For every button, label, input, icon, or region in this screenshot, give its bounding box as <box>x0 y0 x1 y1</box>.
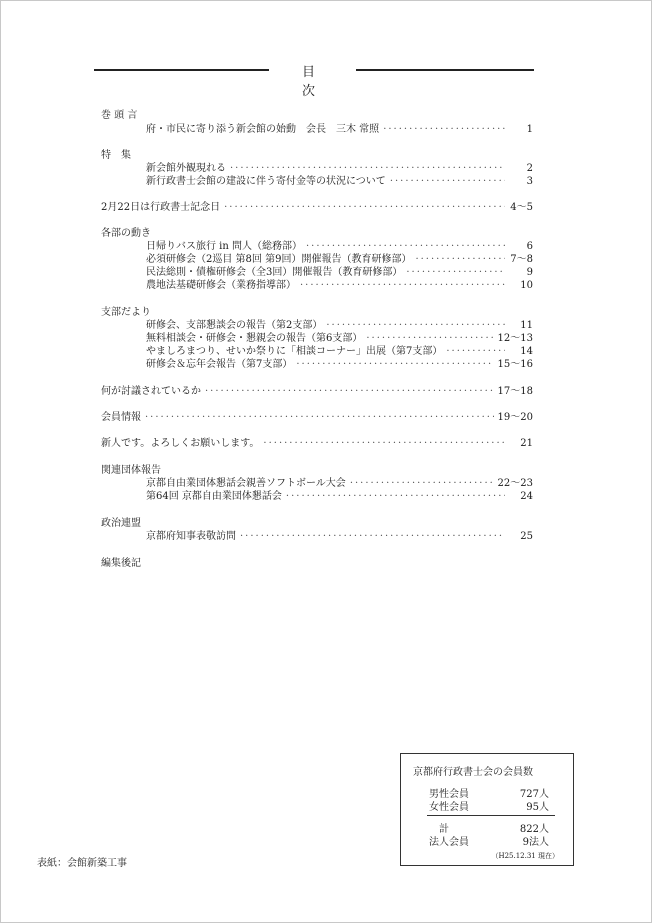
toc-entry-page: 4～5 <box>510 202 533 213</box>
toc-entry-page: 15～16 <box>497 359 533 370</box>
leader-dots <box>230 163 505 175</box>
leader-dots <box>390 176 505 188</box>
toc-entry-title: やましろまつり、せいか祭りに「相談コーナー」出展（第7支部） <box>146 346 443 357</box>
toc-entry[interactable] <box>146 163 533 175</box>
toc-entry-page: 12～13 <box>497 333 533 344</box>
leader-dots <box>263 438 505 450</box>
toc-entry-title: 第64回 京都自由業団体懇話会 <box>146 491 282 502</box>
section-heading-related-groups: 関連団体報告 <box>101 465 161 476</box>
leader-dots <box>286 491 505 503</box>
toc-entry[interactable] <box>101 386 533 398</box>
toc-entry[interactable] <box>146 346 533 358</box>
toc-entry-title: 新会館外観現れる <box>146 163 226 174</box>
toc-entry-page: 21 <box>520 438 533 449</box>
toc-entry-page: 7～8 <box>510 254 533 265</box>
toc-entry[interactable] <box>146 333 533 345</box>
toc-entry[interactable] <box>146 176 533 188</box>
leader-dots <box>383 124 505 136</box>
toc-entry-page: 2 <box>526 163 533 174</box>
toc-entry-title: 新行政書士会館の建設に伴う寄付金等の状況について <box>146 176 386 187</box>
toc-entry-page: 25 <box>520 531 533 542</box>
toc-entry[interactable] <box>146 254 533 266</box>
toc-entry-page: 6 <box>526 241 533 252</box>
toc-entry-title: 農地法基礎研修会（業務指導部） <box>146 280 296 291</box>
section-heading-departments: 各部の動き <box>101 228 151 239</box>
section-heading-feature: 特 集 <box>101 150 131 161</box>
toc-entry-title: 府・市民に寄り添う新会館の始動 会長 三木 常照 <box>146 124 380 135</box>
leader-dots <box>240 531 505 543</box>
toc-entry-page: 10 <box>520 280 533 291</box>
leader-dots <box>326 320 505 332</box>
toc-entry-page: 9 <box>526 267 533 278</box>
section-heading-branches: 支部だより <box>101 307 151 318</box>
corporate-members-label: 法人会員 <box>429 837 469 848</box>
toc-title <box>94 61 534 99</box>
member-count-heading: 京都府行政書士会の会員数 <box>413 767 533 778</box>
toc-entry-page: 22～23 <box>497 478 533 489</box>
title-rule-right <box>356 69 534 71</box>
toc-entry-title: 無料相談会・研修会・懇親会の報告（第6支部） <box>146 333 363 344</box>
section-heading-political-league: 政治連盟 <box>101 518 141 529</box>
as-of-date-note: （H25.12.31 現在） <box>491 852 559 860</box>
toc-entry[interactable] <box>101 412 533 424</box>
leader-dots <box>366 333 493 345</box>
leader-dots <box>145 412 494 424</box>
leader-dots <box>306 241 505 253</box>
toc-entry-title: 京都自由業団体懇話会親善ソフトボール大会 <box>146 478 346 489</box>
toc-entry[interactable] <box>146 320 533 332</box>
section-heading-editors-note[interactable]: 編集後記 <box>101 558 141 569</box>
toc-title-text: 目次 <box>301 65 351 99</box>
toc-entry[interactable] <box>146 359 533 371</box>
leader-dots <box>300 280 505 292</box>
toc-entry-title: 研修会＆忘年会報告（第7支部） <box>146 359 293 370</box>
toc-entry-title: 何が討議されているか <box>101 386 201 397</box>
male-members-value: 727人 <box>519 789 549 800</box>
toc-entry[interactable] <box>146 124 533 136</box>
toc-entry-title: 民法総則・債権研修会（全3回）開催報告（教育研修部） <box>146 267 403 278</box>
toc-entry[interactable] <box>146 531 533 543</box>
toc-entry-title: 必須研修会（2巡目 第8回 第9回）開催報告（教育研修部） <box>146 254 412 265</box>
leader-dots <box>205 386 494 398</box>
toc-entry[interactable] <box>146 280 533 292</box>
toc-entry-title: 研修会、支部懇談会の報告（第2支部） <box>146 320 323 331</box>
toc-entry-page: 14 <box>520 346 533 357</box>
leader-dots <box>296 359 493 371</box>
toc-entry[interactable] <box>146 267 533 279</box>
section-heading-preface: 巻 頭 言 <box>101 110 138 121</box>
member-count-box <box>400 753 574 866</box>
leader-dots <box>406 267 505 279</box>
female-members-value: 95人 <box>526 802 549 813</box>
leader-dots <box>415 254 505 266</box>
toc-entry-page: 11 <box>520 320 533 331</box>
toc-entry[interactable] <box>146 241 533 253</box>
toc-entry-page: 3 <box>526 176 533 187</box>
toc-entry[interactable] <box>101 202 533 214</box>
leader-dots <box>350 478 494 490</box>
title-rule-left <box>94 69 269 71</box>
toc-entry-title: 新人です。よろしくお願いします。 <box>101 438 260 449</box>
divider <box>427 815 555 816</box>
cover-caption: 表紙：会館新築工事 <box>37 858 127 869</box>
corporate-members-value: 9法人 <box>522 837 549 848</box>
toc-entry-page: 1 <box>526 124 533 135</box>
female-members-label: 女性会員 <box>429 802 469 813</box>
toc-entry-title: 2月22日は行政書士記念日 <box>101 202 221 213</box>
total-members-value: 822人 <box>519 824 549 835</box>
toc-entry-title: 会員情報 <box>101 412 141 423</box>
toc-entry-page: 24 <box>520 491 533 502</box>
toc-entry-title: 京都府知事表敬訪問 <box>146 531 236 542</box>
toc-entry-page: 19～20 <box>497 412 533 423</box>
toc-entry[interactable] <box>146 478 533 490</box>
leader-dots <box>446 346 505 358</box>
leader-dots <box>224 202 505 214</box>
male-members-label: 男性会員 <box>429 789 469 800</box>
toc-entry-title: 日帰りバス旅行 in 問人（総務部） <box>146 241 302 252</box>
toc-entry[interactable] <box>101 438 533 450</box>
toc-entry[interactable] <box>146 491 533 503</box>
toc-entry-page: 17～18 <box>497 386 533 397</box>
total-members-label: 計 <box>439 824 449 835</box>
